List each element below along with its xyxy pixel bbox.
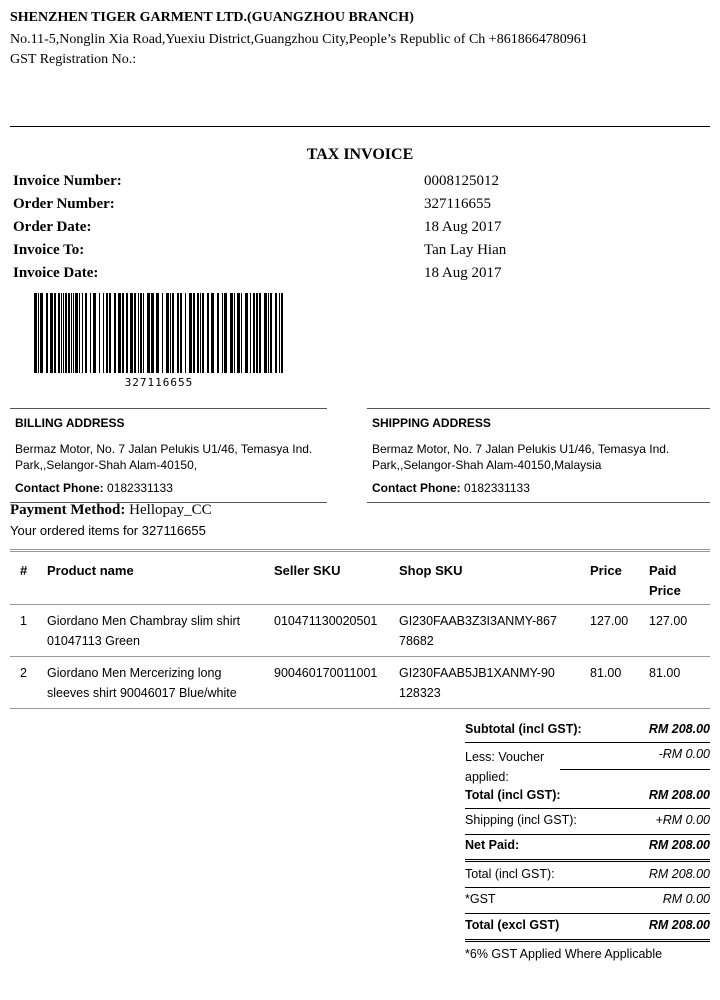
barcode-bar: [73, 293, 74, 373]
row-shop-sku: GI230FAAB5JB1XANMY-90128323: [399, 666, 555, 700]
col-header-number: #: [20, 563, 28, 578]
order-date-value: 18 Aug 2017: [424, 219, 502, 235]
barcode-bar: [241, 293, 242, 373]
shipping-phone-label: Contact Phone:: [372, 481, 461, 495]
order-number-label: Order Number:: [13, 196, 115, 212]
barcode-bar: [114, 293, 116, 373]
company-address: No.11-5,Nonglin Xia Road,Yuexiu District,Guangzhou City,People’s Republic of Ch +8618664780961: [10, 32, 588, 47]
barcode-bar: [40, 293, 43, 373]
barcode-bar: [122, 293, 124, 373]
barcode-bar: [143, 293, 144, 373]
shipping-label: Shipping (incl GST):: [465, 813, 577, 827]
invoice-to-value: Tan Lay Hian: [424, 242, 507, 258]
net-paid-value: RM 208.00: [648, 838, 710, 852]
table-header-rule: [10, 604, 710, 605]
row-seller-sku: 010471130020501: [274, 614, 378, 628]
billing-address-heading: BILLING ADDRESS: [15, 416, 125, 430]
barcode-bar: [50, 293, 53, 373]
barcode-bar: [230, 293, 233, 373]
barcode-bar: [234, 293, 235, 373]
barcode-bar: [185, 293, 186, 373]
voucher-label: Less: Voucher applied:: [465, 750, 545, 784]
summary-rule: [465, 913, 710, 914]
barcode-bar: [202, 293, 204, 373]
payment-method-value: Hellopay_CC: [129, 502, 212, 518]
summary-double-rule: [465, 939, 710, 942]
billing-address-box: [10, 408, 327, 503]
summary-rule: [465, 834, 710, 835]
barcode-bar: [275, 293, 277, 373]
gst-note: *6% GST Applied Where Applicable: [465, 947, 663, 961]
barcode-bar: [93, 293, 96, 373]
row-shop-sku: GI230FAAB3Z3I3ANMY-86778682: [399, 614, 557, 648]
billing-phone-label: Contact Phone:: [15, 481, 104, 495]
barcode-bar: [211, 293, 214, 373]
billing-address-text: Bermaz Motor, No. 7 Jalan Pelukis U1/46, Temasya Ind. Park,,Selangor-Shah Alam-40150,: [15, 442, 313, 472]
barcode-bar: [156, 293, 159, 373]
barcode-bar: [217, 293, 219, 373]
row-number: 1: [20, 614, 27, 628]
barcode-bar: [63, 293, 64, 373]
header-divider: [10, 126, 710, 127]
barcode-bar: [177, 293, 179, 373]
row-price: 81.00: [590, 666, 622, 680]
payment-method: [10, 502, 212, 519]
barcode-bar: [134, 293, 136, 373]
barcode-bar: [68, 293, 70, 373]
invoice-date-value: 18 Aug 2017: [424, 265, 502, 281]
total-incl-value: RM 208.00: [648, 788, 710, 802]
total-incl-gst-label: Total (incl GST):: [465, 867, 555, 881]
barcode-bar: [103, 293, 104, 373]
barcode: [32, 293, 286, 373]
subtotal-label: Subtotal (incl GST):: [465, 722, 582, 736]
barcode-bar: [237, 293, 240, 373]
row-price: 127.00: [590, 614, 629, 628]
summary-rule: [465, 887, 710, 888]
barcode-bar: [172, 293, 174, 373]
row-product: Giordano Men Chambray slim shirt 01047113 Green: [47, 614, 241, 648]
barcode-bar: [270, 293, 272, 373]
barcode-bar: [180, 293, 182, 373]
row-paid-price: 127.00: [649, 614, 688, 628]
barcode-bar: [279, 293, 280, 373]
barcode-bar: [200, 293, 201, 373]
shipping-contact: [372, 481, 530, 495]
barcode-bar: [38, 293, 39, 373]
barcode-bar: [222, 293, 223, 373]
barcode-bar: [268, 293, 269, 373]
col-header-price: Price: [590, 563, 622, 578]
order-number-value: 327116655: [424, 196, 491, 212]
payment-method-label: Payment Method:: [10, 502, 126, 518]
barcode-bar: [193, 293, 195, 373]
ordered-items-caption: Your ordered items for 327116655: [10, 523, 206, 538]
barcode-bar: [61, 293, 62, 373]
barcode-bar: [58, 293, 60, 373]
invoice-number-label: Invoice Number:: [13, 173, 122, 189]
col-header-seller-sku: Seller SKU: [274, 563, 341, 578]
invoice-date-label: Invoice Date:: [13, 265, 99, 281]
barcode-bar: [130, 293, 133, 373]
gst-value: RM 0.00: [662, 892, 710, 906]
invoice-number-value: 0008125012: [424, 173, 499, 189]
invoice-to-label: Invoice To:: [13, 242, 85, 258]
net-paid-label: Net Paid:: [465, 838, 520, 852]
barcode-bar: [259, 293, 261, 373]
barcode-bar: [189, 293, 192, 373]
summary-rule: [465, 808, 710, 809]
col-header-product: Product name: [47, 563, 134, 578]
barcode-bar: [54, 293, 56, 373]
table-bottom-rule: [10, 708, 710, 709]
total-excl-label: Total (excl GST): [465, 918, 560, 932]
total-excl-value: RM 208.00: [648, 918, 710, 932]
shipping-address-heading: SHIPPING ADDRESS: [372, 416, 491, 430]
shipping-phone: 0182331133: [464, 481, 530, 495]
barcode-bar: [79, 293, 80, 373]
barcode-bar: [151, 293, 154, 373]
barcode-bar: [147, 293, 150, 373]
barcode-bar: [106, 293, 108, 373]
barcode-bar: [197, 293, 199, 373]
summary-rule: [465, 742, 710, 743]
barcode-bar: [90, 293, 91, 373]
barcode-bar: [256, 293, 258, 373]
summary-rule: [560, 769, 710, 770]
barcode-bar: [250, 293, 251, 373]
total-incl-gst-value: RM 208.00: [648, 867, 710, 881]
barcode-bar: [71, 293, 72, 373]
shipping-address-text: Bermaz Motor, No. 7 Jalan Pelukis U1/46, Temasya Ind. Park,,Selangor-Shah Alam-40150,Malaysia: [372, 442, 670, 472]
subtotal-value: RM 208.00: [648, 722, 710, 736]
invoice-title: TAX INVOICE: [306, 146, 414, 163]
billing-contact: [15, 481, 173, 495]
barcode-bar: [82, 293, 83, 373]
gst-registration: GST Registration No.:: [10, 52, 137, 67]
barcode-bar: [224, 293, 227, 373]
barcode-bar: [264, 293, 267, 373]
gst-label: *GST: [465, 892, 496, 906]
barcode-bar: [65, 293, 67, 373]
total-incl-label: Total (incl GST):: [465, 788, 561, 802]
barcode-bar: [162, 293, 163, 373]
barcode-bar: [118, 293, 121, 373]
barcode-bar: [34, 293, 37, 373]
barcode-bar: [75, 293, 78, 373]
barcode-bar: [46, 293, 48, 373]
col-header-shop-sku: Shop SKU: [399, 563, 463, 578]
billing-phone: 0182331133: [107, 481, 173, 495]
shipping-address-box: [367, 408, 710, 503]
order-date-label: Order Date:: [13, 219, 92, 235]
barcode-bar: [207, 293, 209, 373]
summary-double-rule: [465, 859, 710, 862]
barcode-bar: [281, 293, 283, 373]
barcode-bar: [109, 293, 111, 373]
row-seller-sku: 900460170011001: [274, 666, 378, 680]
table-top-rule: [10, 549, 710, 552]
row-number: 2: [20, 666, 27, 680]
table-row-rule: [10, 656, 710, 657]
barcode-bar: [245, 293, 248, 373]
barcode-bar: [99, 293, 100, 373]
barcode-bar: [140, 293, 142, 373]
barcode-bar: [253, 293, 255, 373]
col-header-paid-price: Paid Price: [649, 563, 681, 598]
barcode-bar: [85, 293, 87, 373]
barcode-bar: [138, 293, 139, 373]
barcode-number: 327116655: [124, 376, 194, 389]
barcode-bar: [170, 293, 171, 373]
company-name: SHENZHEN TIGER GARMENT LTD.(GUANGZHOU BRANCH): [10, 10, 414, 25]
barcode-bar: [166, 293, 169, 373]
row-paid-price: 81.00: [649, 666, 681, 680]
voucher-value: -RM 0.00: [658, 747, 710, 761]
shipping-value: +RM 0.00: [655, 813, 710, 827]
barcode-bar: [126, 293, 128, 373]
row-product: Giordano Men Mercerizing long sleeves shirt 90046017 Blue/white: [47, 666, 237, 700]
